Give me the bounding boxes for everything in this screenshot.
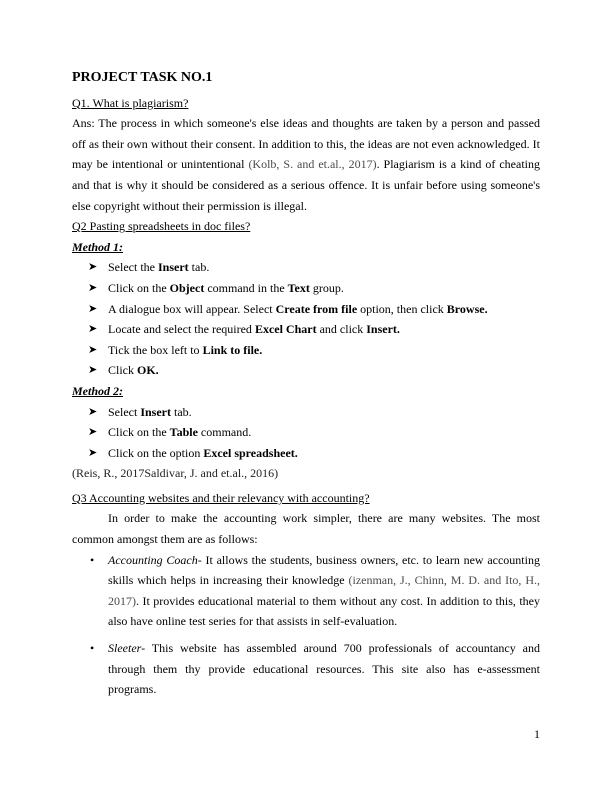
arrow-bullet-icon: ➤ [88,302,98,315]
arrow-bullet-icon: ➤ [88,281,98,294]
list-item: ➤ Click on the Object command in the Text group. [88,278,540,299]
question-1-heading: Q1. What is plagiarism? [72,95,189,110]
method-2-heading: Method 2: [72,383,123,398]
arrow-bullet-icon: ➤ [88,364,98,377]
question-3-intro: In order to make the accounting work simpler, there are many websites. The most common amongst them are as follows: [72,511,540,547]
answer-1-text-a: Ans: The process in which someone's else ideas and thoughts are taken by a person and passed off as their own without their consent. In addition to this, the ideas are not even acknowledged. It may be intentional or unintentional [72,116,540,172]
arrow-bullet-icon: ➤ [88,405,98,418]
answer-1-text-b: . Plagiarism is a kind of cheating and that is why it should be considered as a serious offence. It is unfair before using someone's else copyright without their permission is illegal. [72,157,540,213]
arrow-bullet-icon: ➤ [88,426,98,439]
list-item: ➤ A dialogue box will appear. Select Create from file option, then click Browse. [88,299,540,320]
list-item: ➤ Tick the box left to Link to file. [88,340,540,361]
dot-bullet-icon: • [90,552,95,567]
document-page [72,68,540,706]
websites-list [72,550,540,700]
list-item: ➤ Click on the Table command. [88,422,540,443]
question-2-heading: Q2 Pasting spreadsheets in doc files? [72,219,251,234]
page-title: PROJECT TASK NO.1 [72,70,213,85]
arrow-bullet-icon: ➤ [88,343,98,356]
website-name: Sleeter- [108,641,146,656]
arrow-bullet-icon: ➤ [88,323,98,336]
method-2-steps [72,402,540,464]
list-item: ➤ Locate and select the required Excel Chart and click Insert. [88,319,540,340]
question-3-heading: Q3 Accounting websites and their relevancy with accounting? [72,490,370,505]
citation: (Kolb, S. and et.al., 2017) [248,157,377,172]
website-name: Accounting Coach- [108,552,202,567]
dot-bullet-icon: • [90,641,95,656]
answer-1-paragraph [72,113,540,216]
list-item: • Accounting Coach- It allows the students, business owners, etc. to learn new accounting skills which helps in increasing their knowledge (izenman, J., Chinn, M. D. and Ito, H., 2017). It provides educational material to them without any cost. In addition to this, they also have online test series for that assists in self-evaluation. [90,550,540,632]
arrow-bullet-icon: ➤ [88,261,98,274]
arrow-bullet-icon: ➤ [88,446,98,459]
method-1-heading: Method 1: [72,239,123,254]
list-item: • Sleeter- This website has assembled around 700 professionals of accountancy and through them thy provide educational resources. This site also has e-assessment programs. [90,638,540,700]
list-item: ➤ Click OK. [88,360,540,381]
references-line: (Reis, R., 2017Saldivar, J. and et.al., 2016) [72,466,279,481]
citation: (izenman, J., Chinn, M. D. and Ito, H., 2017) [108,573,540,608]
list-item: ➤ Select Insert tab. [88,402,540,423]
list-item: ➤ Click on the option Excel spreadsheet. [88,443,540,464]
method-1-steps [72,257,540,381]
page-number: 1 [534,727,540,741]
list-item: ➤ Select the Insert tab. [88,257,540,278]
